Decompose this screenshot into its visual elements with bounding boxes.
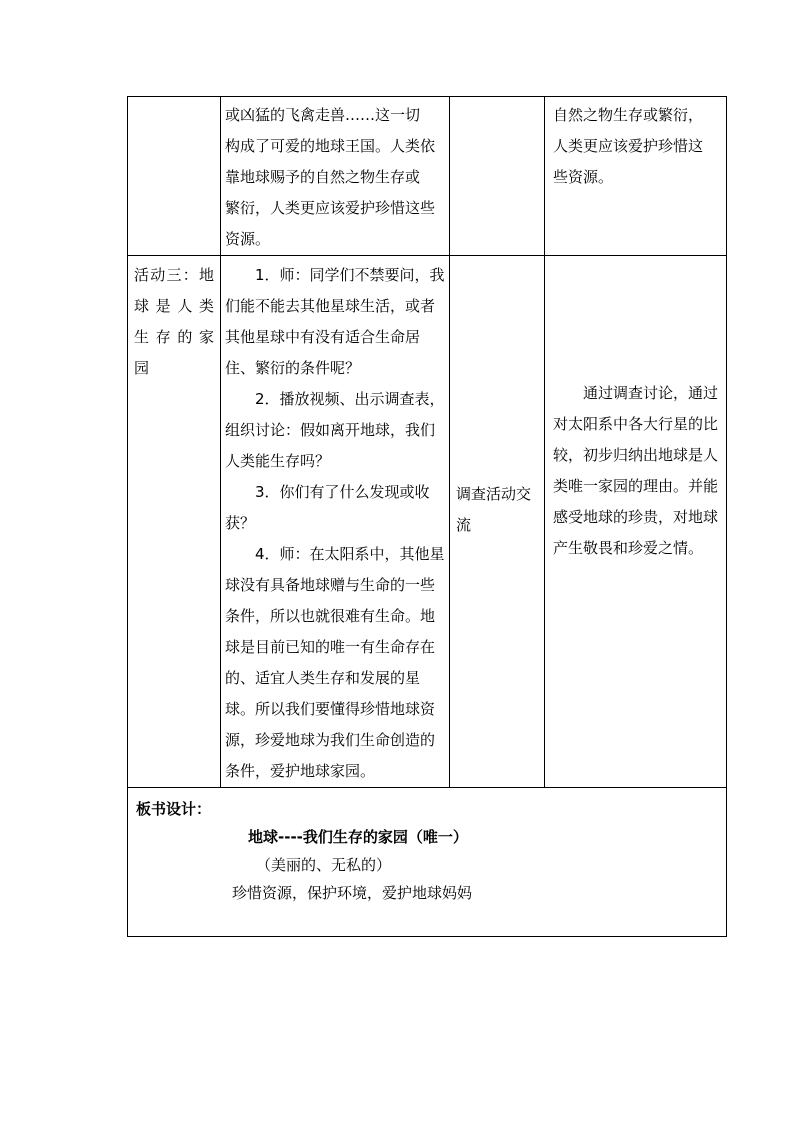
text-line: 自然之物生存或繁衍， [553,106,704,124]
board-slogan: 珍惜资源，保护环境，爱护地球妈妈 [232,884,473,902]
step-paragraph: 3．你们有了什么发现或收获？ [225,483,430,532]
text-line: 构成了可爱的地球王国。人类依 [225,137,436,155]
lesson-plan-table [127,96,727,937]
intent-text: 通过调查讨论，通过对太阳系中各大行星的比较，初步归纳出地球是人类唯一家园的理由。并能感受地球的珍贵，对地球产生敬畏和珍爱之情。 [553,384,719,557]
text-line: 资源。 [225,230,271,248]
method-cell [450,256,545,788]
step-paragraph: 1．师：同学们不禁要问，我们能不能去其他星球生活，或者其他星球中有没有适合生命居住、繁衍的条件呢？ [225,266,445,377]
intent-cell [545,97,727,256]
text-line: 繁衍，人类更应该爱护珍惜这些 [225,199,436,217]
intent-cell [545,256,727,788]
text-line: 靠地球赐予的自然之物生存或 [225,168,421,186]
teacher-student-cell [221,97,450,256]
step-paragraph: 2．播放视频、出示调查表，组织讨论：假如离开地球，我们人类能生存吗？ [225,390,445,470]
method-text: 调查活动交流 [456,484,532,534]
activity-title-line: 园 [134,359,150,377]
board-subtitle: （美丽的、无私的） [256,856,392,874]
text-line: 或凶猛的飞禽走兽……这一切 [225,106,421,124]
board-design-cell [128,788,727,937]
text-line: 人类更应该爱护珍惜这 [553,137,704,155]
activity-title-line: 球是人类 [134,297,214,315]
activity-title-cell [128,256,221,788]
teacher-student-cell [221,256,450,788]
table-row [128,97,727,256]
table-row [128,788,727,937]
table-row [128,256,727,788]
board-design-label: 板书设计： [136,800,212,818]
step-paragraph: 4．师：在太阳系中，其他星球没有具备地球赠与生命的一些条件，所以也就很难有生命。地球是目前已知的唯一有生命存在的、适宜人类生存和发展的星球。所以我们要懂得珍惜地球资源，珍爱地球为我们生命创造的条件，爱护地球家园。 [225,545,445,780]
method-cell [450,97,545,256]
text-line: 些资源。 [553,168,614,186]
activity-title-line: 生存的家 [134,328,214,346]
board-title: 地球----我们生存的家园（唯一） [248,828,468,846]
activity-title-line: 活动三：地 [134,266,214,284]
